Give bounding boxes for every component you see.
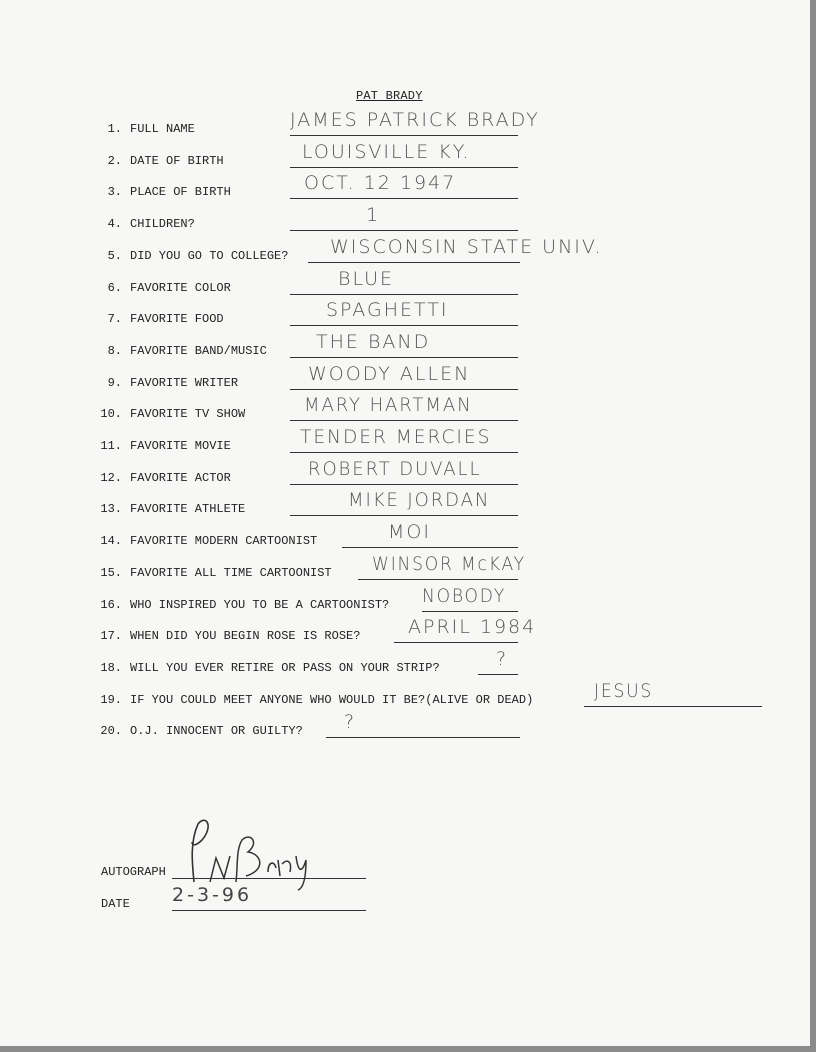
answer-line (290, 230, 518, 231)
handwritten-answer: ? (344, 711, 357, 734)
question-label: FAVORITE ACTOR (130, 470, 231, 485)
handwritten-answer: ROBERT DUVALL (308, 457, 482, 480)
question-row (0, 489, 810, 521)
answer-line (308, 262, 520, 263)
question-row (0, 711, 810, 743)
autograph-label: AUTOGRAPH (101, 865, 166, 879)
question-row (0, 394, 810, 426)
question-row (0, 426, 810, 458)
question-number: 16. (100, 597, 122, 612)
question-label: FAVORITE FOOD (130, 312, 224, 327)
answer-line (290, 420, 518, 421)
question-label: IF YOU COULD MEET ANYONE WHO WOULD IT BE?(ALIVE OR DEAD) (130, 692, 534, 707)
question-number: 20. (100, 724, 122, 739)
answer-line (326, 737, 520, 738)
question-row (0, 457, 810, 490)
question-row (0, 584, 810, 617)
handwritten-answer: MARY HARTMAN (304, 394, 473, 417)
question-number: 19. (100, 692, 122, 707)
question-number: 13. (100, 502, 122, 517)
date-line (172, 910, 366, 911)
handwritten-answer: NOBODY (422, 584, 507, 607)
question-label: WHO INSPIRED YOU TO BE A CARTOONIST? (130, 597, 390, 612)
question-number: 6. (107, 280, 122, 295)
question-number: 17. (100, 629, 122, 644)
answer-line (358, 579, 518, 580)
handwritten-answer: OCT. 12 1947 (304, 172, 457, 195)
question-label: WHEN DID YOU BEGIN ROSE IS ROSE? (130, 629, 361, 644)
question-row (0, 330, 810, 363)
question-number: 1. (107, 122, 122, 136)
answer-line (422, 611, 518, 612)
handwritten-answer: LOUISVILLE KY. (302, 140, 471, 163)
answer-line (290, 452, 518, 453)
question-row (0, 299, 810, 331)
autograph-row (0, 856, 810, 884)
signature (180, 812, 330, 892)
handwritten-answer: 1 (366, 204, 381, 227)
question-row (0, 235, 810, 268)
question-row (0, 204, 810, 236)
question-number: 11. (100, 439, 122, 453)
question-row (0, 362, 810, 395)
question-number: 3. (107, 185, 122, 200)
date-row (0, 888, 810, 916)
answer-line (290, 294, 518, 295)
question-row (0, 109, 810, 141)
answer-line (290, 135, 518, 136)
answer-line (342, 547, 518, 548)
question-label: FAVORITE ALL TIME CARTOONIST (130, 565, 332, 580)
question-label: FAVORITE MOVIE (130, 439, 231, 453)
handwritten-answer: WOODY ALLEN (308, 362, 471, 385)
question-number: 9. (107, 375, 122, 390)
answer-line (290, 389, 518, 390)
handwritten-answer: JESUS (594, 679, 654, 702)
question-label: CHILDREN? (130, 217, 195, 232)
answer-line (290, 515, 518, 516)
answer-line (478, 674, 518, 675)
question-number: 7. (107, 312, 122, 327)
date-value: 2-3-96 (172, 884, 253, 906)
answer-line (290, 167, 518, 168)
question-label: FAVORITE COLOR (130, 280, 231, 295)
question-number: 12. (100, 470, 122, 485)
handwritten-answer: MOI (388, 521, 431, 544)
question-label: PLACE OF BIRTH (130, 185, 231, 200)
question-number: 5. (107, 248, 122, 263)
handwritten-answer: WINSOR McKAY (372, 552, 526, 575)
question-label: FAVORITE ATHLETE (130, 502, 246, 517)
question-label: DATE OF BIRTH (130, 153, 224, 168)
question-label: FAVORITE TV SHOW (130, 407, 246, 422)
question-label: FAVORITE BAND/MUSIC (130, 343, 267, 358)
handwritten-answer: THE BAND (316, 330, 431, 353)
answer-line (290, 325, 518, 326)
answer-line (394, 642, 518, 643)
question-row (0, 521, 810, 553)
question-row (0, 647, 810, 680)
question-number: 2. (107, 153, 122, 168)
question-label: FAVORITE MODERN CARTOONIST (130, 534, 318, 549)
handwritten-answer: WISCONSIN STATE UNIV. (330, 235, 603, 258)
handwritten-answer: ? (496, 647, 509, 670)
question-label: FULL NAME (130, 122, 195, 136)
handwritten-answer: SPAGHETTI (326, 299, 449, 322)
handwritten-answer: JAMES PATRICK BRADY (290, 109, 540, 131)
answer-line (290, 198, 518, 199)
question-number: 15. (100, 565, 122, 580)
question-row (0, 616, 810, 648)
question-label: WILL YOU EVER RETIRE OR PASS ON YOUR STRIP? (130, 660, 440, 675)
question-row (0, 552, 810, 585)
question-number: 8. (107, 343, 122, 358)
question-number: 18. (100, 660, 122, 675)
question-label: O.J. INNOCENT OR GUILTY? (130, 724, 303, 739)
question-row (0, 267, 810, 300)
answer-line (584, 706, 762, 707)
handwritten-answer: TENDER MERCIES (300, 426, 492, 448)
question-number: 10. (100, 407, 122, 422)
answer-line (290, 484, 518, 485)
page-title: PAT BRADY (356, 89, 423, 103)
question-row (0, 140, 810, 173)
question-row (0, 172, 810, 204)
handwritten-answer: APRIL 1984 (408, 616, 537, 639)
question-label: FAVORITE WRITER (130, 375, 239, 390)
handwritten-answer: BLUE (338, 267, 394, 290)
date-label: DATE (101, 897, 130, 911)
question-number: 14. (100, 534, 122, 549)
question-number: 4. (107, 217, 122, 232)
question-row (0, 679, 810, 712)
answer-line (290, 357, 518, 358)
handwritten-answer: MIKE JORDAN (348, 489, 491, 512)
question-label: DID YOU GO TO COLLEGE? (130, 248, 289, 263)
